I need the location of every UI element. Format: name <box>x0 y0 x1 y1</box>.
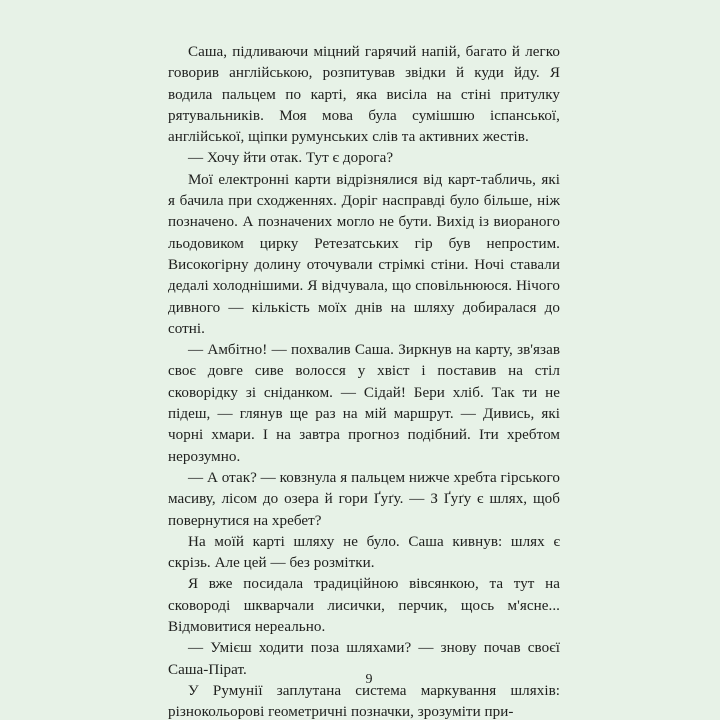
paragraph: Мої електронні карти відрізнялися від карт-табличь, які я бачила при сходженнях. Доріг насправді було більше, ніж позначено. А позначених могло не бути. Вихід із виораного льодовиком цирку Ретезатських гір був непростим. Високогірну долину оточували стрімкі стіни. Ночі ставали дедалі холоднішими. Я відчувала, що сповільнююся. Нічого дивного — кількість моїх днів на шляху добиралася до сотні. <box>168 171 560 337</box>
paragraph: Саша, підливаючи міцний гарячий напій, багато й легко говорив англійською, розпитував звідки й куди йду. Я водила пальцем по карті, яка висіла на стіні притулку рятувальників. Моя мова була сумішшю іспанської, англійської, щіпки румунських слів та активних жестів. <box>168 44 560 146</box>
paragraph: — Умієш ходити поза шляхами? — знову почав своєї Саша-Пірат. <box>168 640 560 678</box>
page-text-column <box>168 42 560 720</box>
page-number-value: 9 <box>365 672 373 687</box>
paragraph: Я вже посидала традиційною вівсянкою, та тут на сковороді шкварчали лисички, перчик, щось м'ясне... Відмовитися нереально. <box>168 576 560 636</box>
paragraph: — Хочу йти отак. Тут є дорога? <box>188 150 394 167</box>
page-number <box>0 672 720 688</box>
paragraph: — А отак? — ковзнула я пальцем нижче хребта гірського масиву, лісом до озера й гори Ґуґу. — З Ґуґу є шлях, щоб повернутися на хребет? <box>168 469 560 529</box>
paragraph: На моїй карті шляху не було. Саша кивнув: шлях є скрізь. Але цей — без розмітки. <box>168 533 560 572</box>
paragraph: У Румунії заплутана система маркування шляхів: різнокольорові геометричні позначки, зрозуміти при- <box>168 682 560 720</box>
paragraph: — Амбітно! — похвалив Саша. Зиркнув на карту, зв'язав своє довге сиве волосся у хвіст і поставив на стіл сковорідку зі сніданком. — Сідай! Бери хліб. Так ти не підеш, — глянув ще раз на мій маршрут. — Дивись, які чорні хмари. І на завтра прогноз подібний. Іти хребтом нерозумно. <box>168 342 560 465</box>
